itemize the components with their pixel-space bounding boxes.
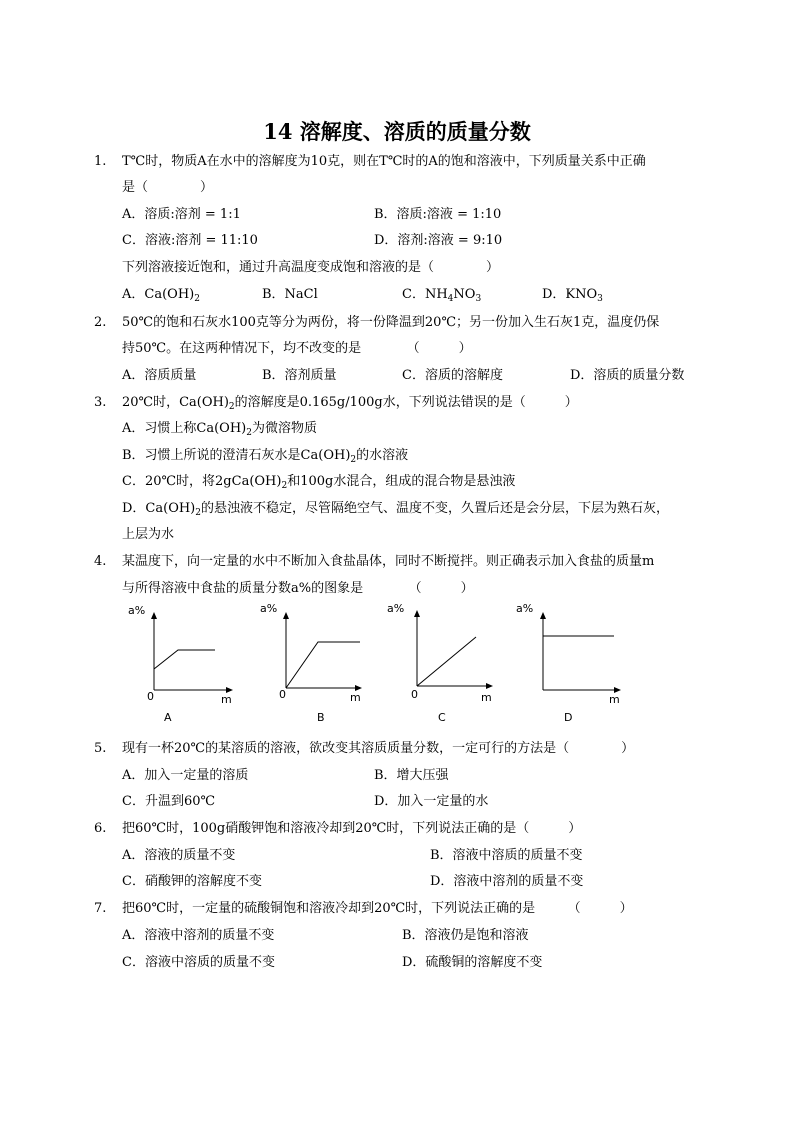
question-1-stem-continued: 是（ ） bbox=[122, 180, 214, 195]
question-1-extra-option-b: B．NaCl bbox=[262, 287, 318, 302]
question-5-option-c: C．升温到60℃ bbox=[122, 794, 216, 809]
question-2-stem: 50℃的饱和石灰水100克等分为两份，将一份降温到20℃；另一份加入生石灰1克，温度仍保 bbox=[122, 315, 660, 330]
question-4-stem: 某温度下，向一定量的水中不断加入食盐晶体，同时不断搅拌。则正确表示加入食盐的质量m bbox=[122, 554, 655, 569]
question-3-stem: 20℃时，$Ca(OH)_2$的溶解度是0.165g/100g水，下列说法错误的是（ ） bbox=[122, 395, 578, 412]
question-7-number: 7. bbox=[94, 901, 107, 916]
question-5-option-b: B．增大压强 bbox=[374, 768, 449, 783]
graph-b-x-label: m bbox=[350, 691, 361, 704]
question-4-number: 4. bbox=[94, 554, 107, 569]
question-6-option-a: A．溶液的质量不变 bbox=[122, 848, 236, 863]
question-1-extra-option-d: D．$KNO_3$ bbox=[542, 287, 603, 304]
question-2-option-b: B．溶剂质量 bbox=[262, 368, 337, 383]
question-7-option-a: A．溶液中溶剂的质量不变 bbox=[122, 928, 275, 943]
question-6-number: 6. bbox=[94, 821, 107, 836]
question-6-option-b: B．溶液中溶质的质量不变 bbox=[430, 848, 583, 863]
graph-b-letter: B bbox=[317, 711, 325, 724]
question-7-stem: 把60℃时，一定量的硫酸铜饱和溶液冷却到20℃时，下列说法正确的是 （ ） bbox=[122, 901, 633, 916]
question-3-number: 3. bbox=[94, 395, 107, 410]
question-7-option-c: C．溶液中溶质的质量不变 bbox=[122, 955, 275, 970]
question-1-number: 1. bbox=[94, 154, 107, 169]
question-1-extra-option-c: C．$NH_4NO_3$ bbox=[402, 287, 482, 304]
question-5-option-a: A．加入一定量的溶质 bbox=[122, 768, 249, 783]
graph-d-x-label: m bbox=[609, 693, 620, 706]
question-6-stem: 把60℃时，100g硝酸钾饱和溶液冷却到20℃时，下列说法正确的是（ ） bbox=[122, 821, 582, 836]
question-3-option-d-continued: 上层为水 bbox=[122, 527, 175, 542]
graph-a-letter: A bbox=[164, 711, 172, 724]
graph-b-origin: 0 bbox=[279, 688, 286, 701]
question-3-option-c: C．20℃时，将$2gCa(OH)_2$和100g水混合，组成的混合物是悬浊液 bbox=[122, 474, 516, 491]
page-title: 14 溶解度、溶质的质量分数 bbox=[263, 119, 531, 144]
question-2-option-c: C．溶质的溶解度 bbox=[402, 368, 503, 383]
question-4-stem-continued: 与所得溶液中食盐的质量分数a%的图象是 （ ） bbox=[122, 581, 474, 596]
graph-b-y-label: a% bbox=[260, 602, 278, 615]
question-1-extra-stem: 下列溶液接近饱和，通过升高温度变成饱和溶液的是（ ） bbox=[122, 260, 500, 275]
question-1-option-a: A．溶质:溶剂 = 1:1 bbox=[122, 207, 241, 222]
question-6-option-d: D．溶液中溶剂的质量不变 bbox=[430, 874, 584, 889]
question-1-stem: T℃时，物质A在水中的溶解度为10克，则在T℃时的A的饱和溶液中，下列质量关系中正确 bbox=[122, 154, 646, 169]
question-5-option-d: D．加入一定量的水 bbox=[374, 794, 489, 809]
graph-d-y-label: a% bbox=[516, 602, 534, 615]
question-1-extra-option-a: A．$Ca(OH)_2$ bbox=[122, 287, 200, 304]
graph-a-origin: 0 bbox=[147, 690, 154, 703]
question-1-option-d: D．溶剂:溶液 = 9:10 bbox=[374, 233, 503, 248]
graph-a-y-label: a% bbox=[128, 604, 146, 617]
question-2-option-a: A．溶质质量 bbox=[122, 368, 197, 383]
question-3-option-b: B．习惯上所说的澄清石灰水是$Ca(OH)_2$的水溶液 bbox=[122, 448, 409, 465]
graph-c-x-label: m bbox=[481, 691, 492, 704]
question-1-option-c: C．溶液:溶剂 = 11:10 bbox=[122, 233, 258, 248]
question-2-number: 2. bbox=[94, 315, 107, 330]
question-5-stem: 现有一杯20℃的某溶质的溶液，欲改变其溶质质量分数，一定可行的方法是（ ） bbox=[122, 741, 635, 756]
graph-a-x-label: m bbox=[221, 693, 232, 706]
question-7-option-d: D．硫酸铜的溶解度不变 bbox=[402, 955, 543, 970]
graph-d-letter: D bbox=[564, 711, 573, 724]
graph-c-y-label: a% bbox=[387, 602, 405, 615]
graph-c-origin: 0 bbox=[411, 688, 418, 701]
question-1-option-b: B．溶质:溶液 = 1:10 bbox=[374, 207, 502, 222]
question-2-option-d: D．溶质的质量分数 bbox=[570, 368, 685, 383]
question-3-option-d: D．$Ca(OH)_2$的悬浊液不稳定，尽管隔绝空气、温度不变，久置后还是会分层，下层为熟石灰， bbox=[122, 501, 670, 518]
question-6-option-c: C．硝酸钾的溶解度不变 bbox=[122, 874, 262, 889]
question-5-number: 5. bbox=[94, 741, 107, 756]
question-3-option-a: A．习惯上称$Ca(OH)_2$为微溶物质 bbox=[122, 421, 317, 438]
question-2-stem-continued: 持50℃。在这两种情况下，均不改变的是 （ ） bbox=[122, 341, 472, 356]
question-7-option-b: B．溶液仍是饱和溶液 bbox=[402, 928, 529, 943]
graph-c-letter: C bbox=[438, 711, 446, 724]
